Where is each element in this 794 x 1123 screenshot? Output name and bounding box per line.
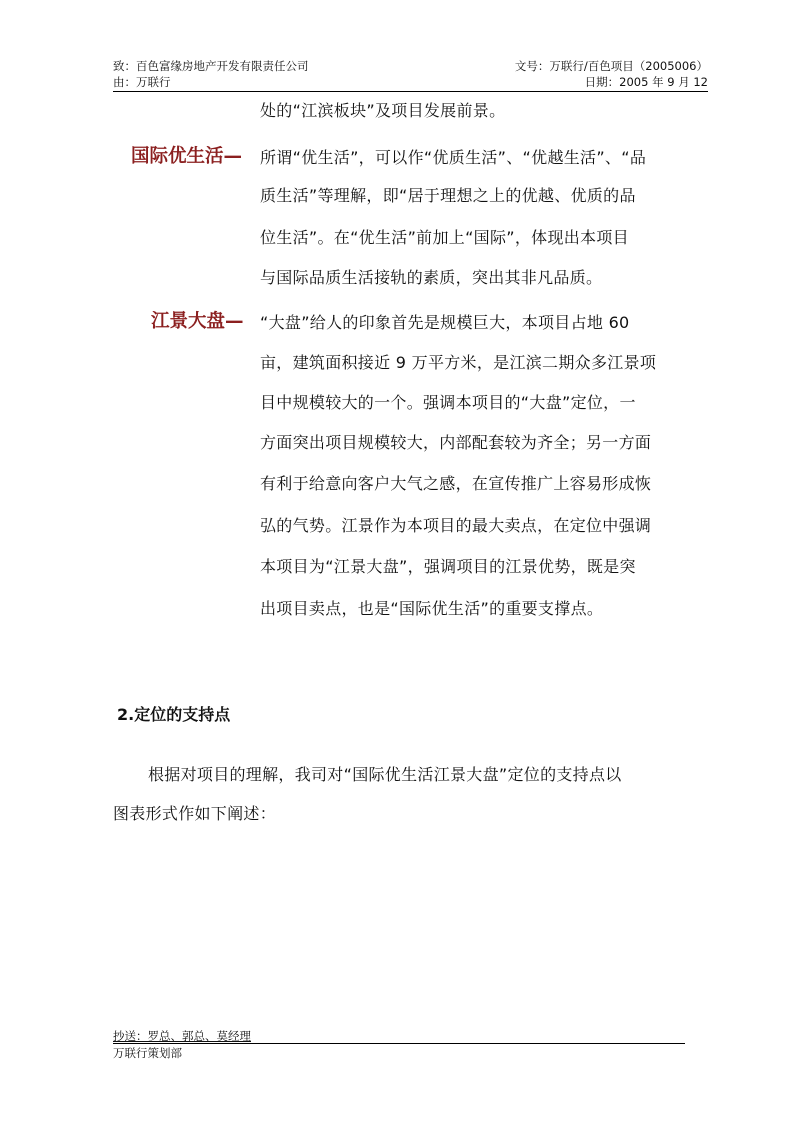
intro-line-2: 图表形式作如下阐述： [113,804,277,823]
carryover-line: 处的“江滨板块”及项目发展前景。 [260,101,506,120]
header-date: 日期：2005 年 9 月 12 [584,75,708,89]
term-title-text: 江景大盘 [151,311,226,332]
term-1-line-1: 所谓“优生活”，可以作“优质生活”、“优越生活”、“品 [260,148,647,167]
term-title-international-life [131,145,242,169]
term-2-line-3: 目中规模较大的一个。强调本项目的“大盘”定位，一 [260,393,636,412]
term-2-line-5: 有利于给意向客户大气之感，在宣传推广上容易形成恢 [260,474,652,493]
term-title-text: 国际优生活 [131,146,224,167]
term-dash: — [223,146,243,167]
term-dash: — [225,311,244,332]
term-1-line-2: 质生活”等理解，即“居于理想之上的优越、优质的品 [260,186,636,205]
header-recipient: 致：百色富缘房地产开发有限责任公司 [113,59,309,73]
term-2-line-4: 方面突出项目规模较大，内部配套较为齐全；另一方面 [260,433,652,452]
term-2-line-8: 出项目卖点，也是“国际优生活”的重要支撑点。 [260,599,604,618]
term-2-line-2: 亩，建筑面积接近 9 万平方米，是江滨二期众多江景项 [260,353,657,372]
term-1-line-3: 位生活”。在“优生活”前加上“国际”，体现出本项目 [260,228,629,247]
term-2-line-6: 弘的气势。江景作为本项目的最大卖点，在定位中强调 [260,516,652,535]
footer-cc: 抄送：罗总、郭总、莫经理 [113,1029,251,1043]
term-2-line-1: “大盘”给人的印象首先是规模巨大，本项目占地 60 [260,313,630,332]
header-document-number: 文号：万联行/百色项目（2005006） [514,59,708,73]
section-heading: 2.定位的支持点 [117,705,231,724]
term-title-riverview-estate [151,310,244,334]
footer-department: 万联行策划部 [113,1046,182,1060]
intro-line-1: 根据对项目的理解，我司对“国际优生活江景大盘”定位的支持点以 [148,765,622,784]
term-1-line-4: 与国际品质生活接轨的素质，突出其非凡品质。 [260,268,603,287]
header-sender: 由：万联行 [113,75,171,89]
header-divider [113,91,708,92]
footer-divider [113,1043,685,1044]
term-2-line-7: 本项目为“江景大盘”，强调项目的江景优势，既是突 [260,557,636,576]
